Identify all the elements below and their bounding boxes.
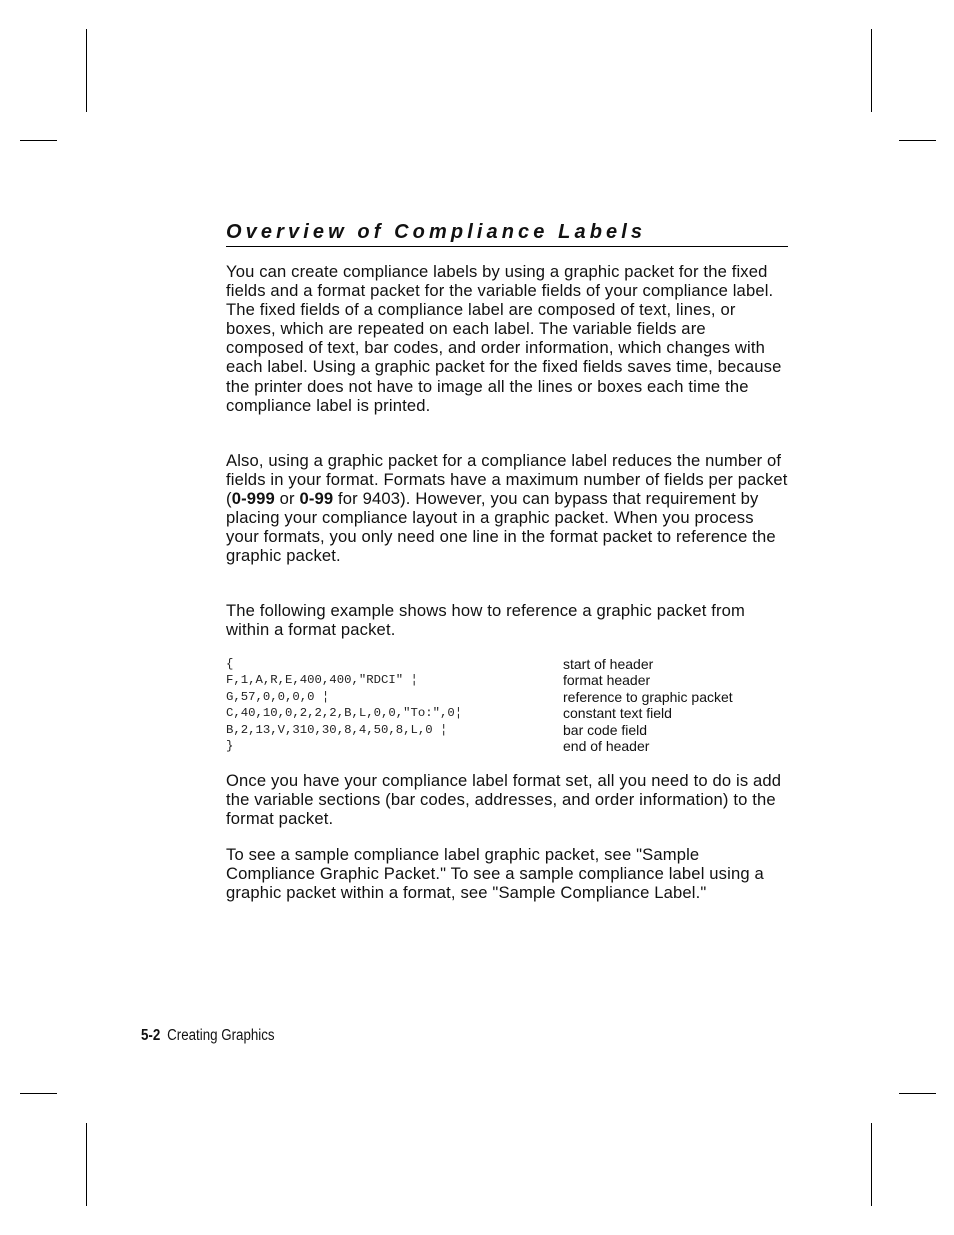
code-line: C,40,10,0,2,2,2,B,L,0,0,"To:",0¦ <box>226 706 463 721</box>
code-line: F,1,A,R,E,400,400,"RDCI" ¦ <box>226 673 418 688</box>
code-line: B,2,13,V,310,30,8,4,50,8,L,0 ¦ <box>226 722 448 737</box>
code-line: } <box>226 738 234 753</box>
code-annotation: constant text field <box>563 705 672 722</box>
crop-mark-bottom-right-horizontal <box>899 1093 936 1094</box>
code-row <box>226 705 786 721</box>
code-row <box>226 738 786 754</box>
paragraph-example-intro: The following example shows how to reference a graphic packet from within a format packet. <box>226 601 746 640</box>
chapter-title: Creating Graphics <box>167 1027 275 1044</box>
code-annotation: end of header <box>563 737 650 754</box>
paragraph-see-samples: To see a sample compliance label graphic packet, see "Sample Compliance Graphic Packet." To see a sample compliance label using a graphic packet within a format, see "Sample Compliance Label." <box>226 845 764 903</box>
paragraph-field-limits-text-3: for 9403). However, you can bypass that requirement by placing your compliance layout in a graphic packet. When you process your formats, you only need one line in the format packet to reference the graphic packet. <box>226 489 776 566</box>
crop-mark-top-right-horizontal <box>899 140 936 141</box>
paragraph-variable-sections: Once you have your compliance label format set, all you need to do is add the variable sections (bar codes, addresses, and order information) to the format packet. <box>226 771 782 829</box>
code-annotation: format header <box>563 672 651 689</box>
code-row <box>226 722 786 738</box>
code-row <box>226 656 786 672</box>
code-row <box>226 672 786 688</box>
crop-mark-bottom-right-vertical <box>871 1123 872 1206</box>
field-range-bold-1: 0-999 <box>231 489 275 509</box>
code-example <box>226 656 786 754</box>
page-number: 5-2 <box>141 1027 161 1044</box>
paragraph-intro: You can create compliance labels by using a graphic packet for the fixed fields and a format packet for the variable fields of your compliance label. The fixed fields of a compliance label are composed of text, lines, or boxes, which are repeated on each label. The variable fields are composed of text, bar codes, and order information, which changes with each label. Using a graphic packet for the fixed fields saves time, because the printer does not have to image all the lines or boxes each time the compliance label is printed. <box>226 262 782 415</box>
code-row <box>226 689 786 705</box>
code-annotation: reference to graphic packet <box>563 688 733 705</box>
section-heading: Overview of Compliance Labels <box>226 218 788 247</box>
crop-mark-bottom-left-horizontal <box>20 1093 57 1094</box>
code-line: G,57,0,0,0,0 ¦ <box>226 689 330 704</box>
crop-mark-top-left-horizontal <box>20 140 57 141</box>
paragraph-field-limits-text-2: or <box>274 489 300 509</box>
page-footer <box>141 1027 275 1045</box>
field-range-bold-2: 0-99 <box>299 489 334 509</box>
crop-mark-top-right-vertical <box>871 29 872 112</box>
paragraph-field-limits <box>226 451 788 566</box>
crop-mark-top-left-vertical <box>86 29 87 112</box>
code-annotation: bar code field <box>563 721 648 738</box>
code-annotation: start of header <box>563 656 654 672</box>
crop-mark-bottom-left-vertical <box>86 1123 87 1206</box>
paragraph-field-limits-text-1: Also, using a graphic packet for a compliance label reduces the number of fields in your format. Formats have a maximum number of fields per packet ( <box>226 451 788 509</box>
code-line: { <box>226 657 234 671</box>
